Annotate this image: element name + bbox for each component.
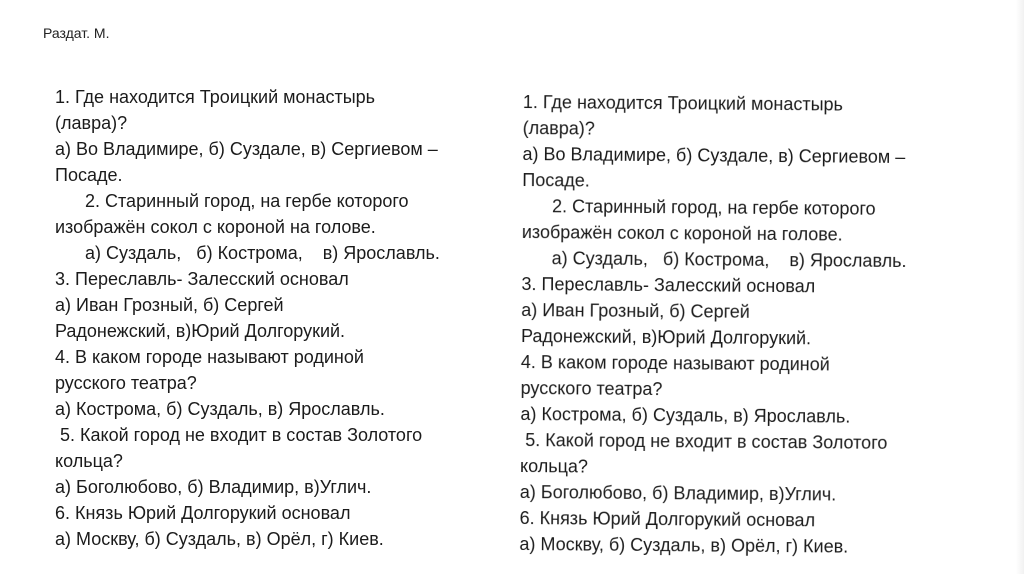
quiz-line: русского театра? xyxy=(520,377,663,400)
quiz-line: Посаде. xyxy=(522,169,590,191)
quiz-line: Посаде. xyxy=(55,165,123,185)
quiz-line: а) Боголюбово, б) Владимир, в)Углич. xyxy=(55,477,372,497)
quiz-line: 5. Какой город не входит в состав Золотого xyxy=(520,429,888,453)
quiz-line: 1. Где находится Троицкий монастырь xyxy=(522,91,844,115)
page-edge xyxy=(1016,0,1024,574)
page-header: Раздат. М. xyxy=(43,25,110,41)
quiz-line: (лавра)? xyxy=(55,113,128,133)
quiz-line: 6. Князь Юрий Долгорукий основал xyxy=(55,503,351,523)
quiz-line: кольца? xyxy=(519,455,589,477)
quiz-line: а) Москву, б) Суздаль, в) Орёл, г) Киев. xyxy=(519,533,849,557)
quiz-line: изображён сокол с короной на голове. xyxy=(55,217,376,237)
quiz-line: 4. В каком городе называют родиной xyxy=(520,351,830,375)
quiz-line: изображён сокол с короной на голове. xyxy=(521,221,843,245)
quiz-line: 4. В каком городе называют родиной xyxy=(55,347,364,367)
quiz-line: 1. Где находится Троицкий монастырь xyxy=(55,87,376,107)
quiz-line: кольца? xyxy=(55,451,123,471)
quiz-line: 3. Переславль- Залесский основал xyxy=(521,273,816,297)
quiz-column-right xyxy=(519,89,948,560)
quiz-line: а) Кострома, б) Суздаль, в) Ярославль. xyxy=(55,399,385,419)
quiz-line: Радонежский, в)Юрий Долгорукий. xyxy=(520,325,812,349)
quiz-line: а) Суздаль, б) Кострома, в) Ярославль. xyxy=(521,247,907,272)
quiz-column-left xyxy=(55,84,480,552)
quiz-line: а) Иван Грозный, б) Сергей xyxy=(55,295,284,315)
quiz-line: а) Москву, б) Суздаль, в) Орёл, г) Киев. xyxy=(55,529,384,549)
quiz-line: Радонежский, в)Юрий Долгорукий. xyxy=(55,321,346,341)
quiz-line: (лавра)? xyxy=(522,117,595,139)
quiz-line: а) Во Владимире, б) Суздале, в) Сергиевом – xyxy=(55,139,438,159)
quiz-line: а) Кострома, б) Суздаль, в) Ярославль. xyxy=(520,403,851,427)
quiz-line: 6. Князь Юрий Долгорукий основал xyxy=(519,507,816,531)
quiz-line: а) Во Владимире, б) Суздале, в) Сергиевом – xyxy=(522,143,906,168)
quiz-line: 3. Переславль- Залесский основал xyxy=(55,269,349,289)
quiz-line: русского театра? xyxy=(55,373,197,393)
quiz-line: 5. Какой город не входит в состав Золотого xyxy=(55,425,423,445)
quiz-line: а) Боголюбово, б) Владимир, в)Углич. xyxy=(519,481,837,505)
quiz-line: 2. Старинный город, на гербе которого xyxy=(522,195,876,219)
quiz-line: 2. Старинный город, на гербе которого xyxy=(55,191,409,211)
quiz-line: а) Суздаль, б) Кострома, в) Ярославль. xyxy=(55,243,440,263)
quiz-line: а) Иван Грозный, б) Сергей xyxy=(521,299,750,322)
